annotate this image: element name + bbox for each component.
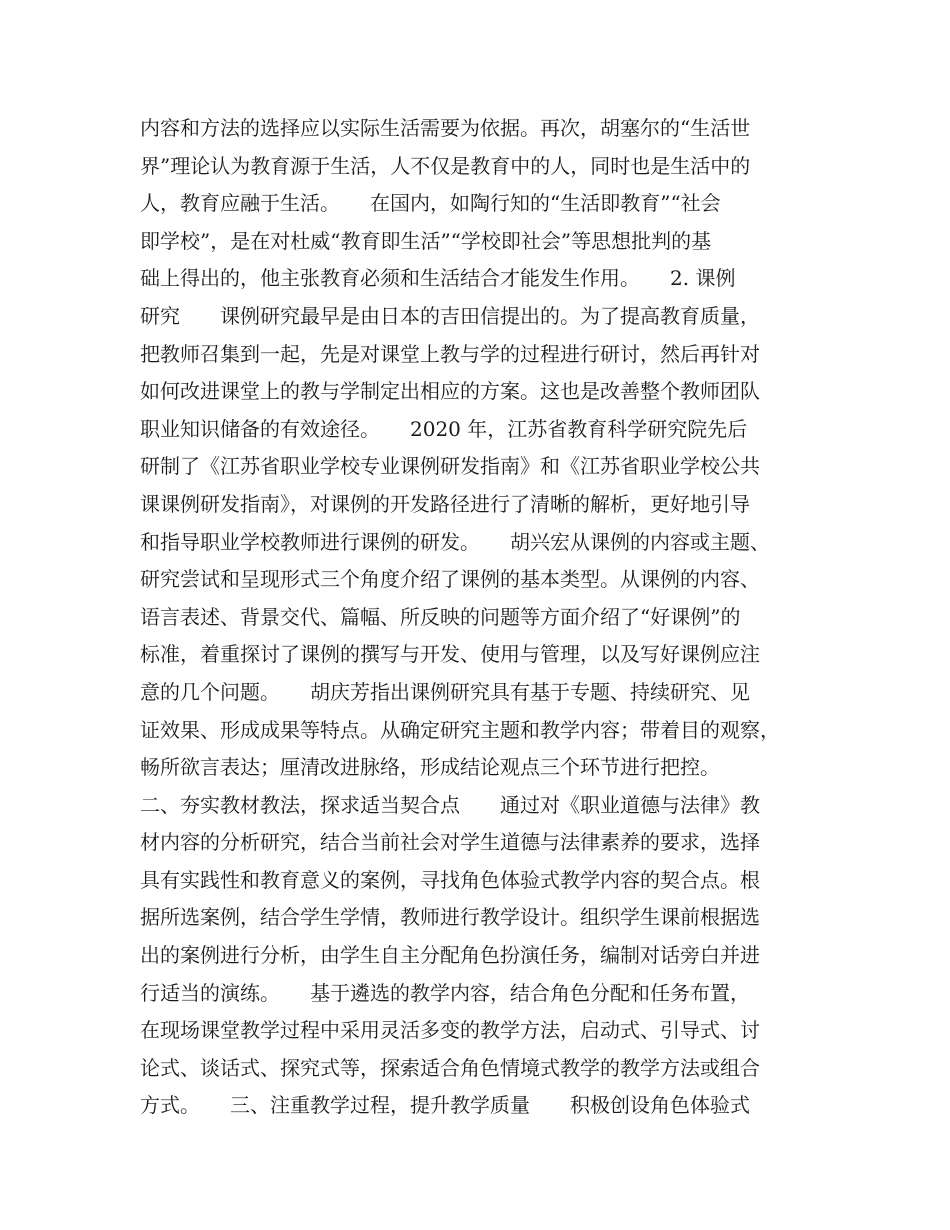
text-line: 在现场课堂教学过程中采用灵活多变的教学方法，启动式、引导式、讨 xyxy=(140,1018,760,1043)
text-line: 具有实践性和教育意义的案例，寻找角色体验式教学内容的契合点。根 xyxy=(140,867,760,892)
text-line: 人，教育应融于生活。 在国内，如陶行知的“生活即教育”“社会 xyxy=(140,191,721,216)
text-line: 把教师召集到一起，先是对课堂上教与学的过程进行研讨，然后再针对 xyxy=(140,341,760,366)
text-line: 论式、谈话式、探究式等，探索适合角色情境式教学的教学方法或组合 xyxy=(140,1055,760,1080)
text-line: 二、夯实教材教法，探求适当契合点 通过对《职业道德与法律》教 xyxy=(140,792,760,817)
text-line: 和指导职业学校教师进行课例的研发。 胡兴宏从课例的内容或主题、 xyxy=(140,529,770,554)
text-line: 行适当的演练。 基于遴选的教学内容，结合角色分配和任务布置， xyxy=(140,980,750,1005)
text-line: 材内容的分析研究，结合当前社会对学生道德与法律素养的要求，选择 xyxy=(140,830,760,855)
text-line: 如何改进课堂上的教与学制定出相应的方案。这也是改善整个教师团队 xyxy=(140,379,760,404)
text-line: 界”理论认为教育源于生活，人不仅是教育中的人，同时也是生活中的 xyxy=(140,153,751,178)
text-line: 据所选案例，结合学生学情，教师进行教学设计。组织学生课前根据选 xyxy=(140,905,760,930)
text-line: 即学校”，是在对杜威“教育即生活”“学校即社会”等思想批判的基 xyxy=(140,228,712,253)
text-line: 方式。 三、注重教学过程，提升教学质量 积极创设角色体验式 xyxy=(140,1093,750,1118)
text-line: 研究 课例研究最早是由日本的吉田信提出的。为了提高教育质量， xyxy=(140,303,760,328)
text-line: 研究尝试和呈现形式三个角度介绍了课例的基本类型。从课例的内容、 xyxy=(140,567,760,592)
body-text xyxy=(140,110,820,1125)
text-line: 内容和方法的选择应以实际生活需要为依据。再次，胡塞尔的“生活世 xyxy=(140,116,751,140)
text-line: 研制了《江苏省职业学校专业课例研发指南》和《江苏省职业学校公共 xyxy=(140,454,760,479)
text-line: 语言表述、背景交代、篇幅、所反映的问题等方面介绍了“好课例”的 xyxy=(140,604,741,629)
text-line: 畅所欲言表达；厘清改进脉络，形成结论观点三个环节进行把控。 xyxy=(140,755,720,780)
text-line: 意的几个问题。 胡庆芳指出课例研究具有基于专题、持续研究、见 xyxy=(140,679,750,704)
text-line: 职业知识储备的有效途径。 2020 年，江苏省教育科学研究院先后 xyxy=(140,416,748,441)
text-line: 课课例研发指南》，对课例的开发路径进行了清晰的解析，更好地引导 xyxy=(140,491,750,516)
text-line: 证效果、形成成果等特点。从确定研究主题和教学内容；带着目的观察， xyxy=(140,717,780,742)
text-line: 础上得出的，他主张教育必须和生活结合才能发生作用。 2. 课例 xyxy=(140,266,736,291)
text-line: 出的案例进行分析，由学生自主分配角色扮演任务，编制对话旁白并进 xyxy=(140,943,760,968)
text-line: 标准，着重探讨了课例的撰写与开发、使用与管理，以及写好课例应注 xyxy=(140,642,760,667)
